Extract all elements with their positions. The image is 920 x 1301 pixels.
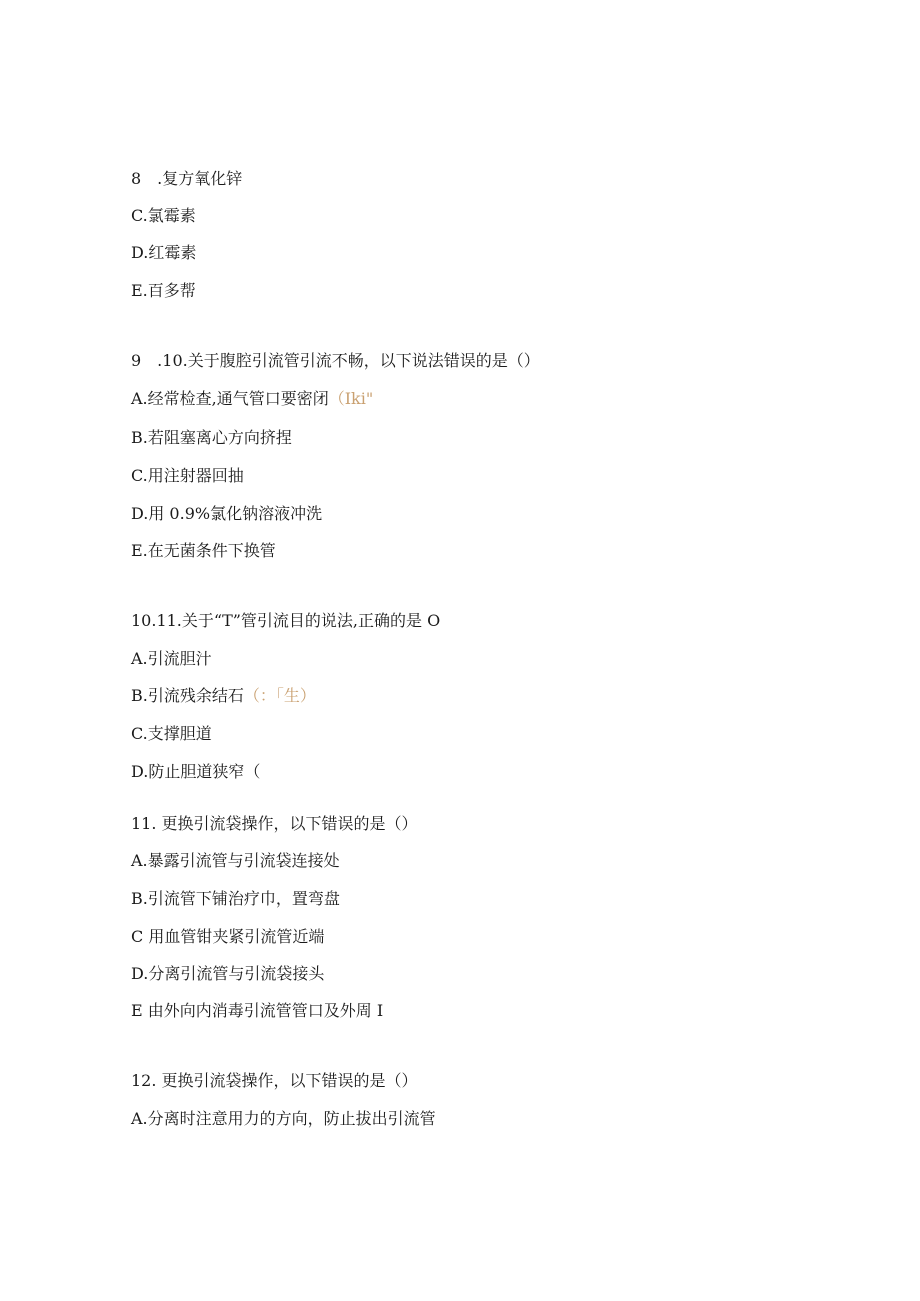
faded-annotation: （Iki" <box>328 389 374 408</box>
question-stem: 12. 更换引流袋操作，以下错误的是（） <box>131 1071 418 1090</box>
option-a <box>131 388 373 410</box>
option-d: D.用 0.9%氯化钠溶液冲洗 <box>131 504 323 523</box>
option-d: D.红霉素 <box>131 243 197 262</box>
option-b: B.引流管下铺治疗巾，置弯盘 <box>131 889 340 908</box>
option-e: E.百多帮 <box>131 281 196 300</box>
option-e: E.在无菌条件下换管 <box>131 541 276 560</box>
faded-annotation: （：「生） <box>243 686 316 705</box>
option-e: E 由外向内消毒引流管管口及外周 I <box>131 1001 384 1020</box>
option-8: 8 .复方氧化锌 <box>131 169 243 188</box>
option-c: C.用注射器回抽 <box>131 466 244 485</box>
option-a: A.引流胆汁 <box>131 649 212 668</box>
option-c: C.支撑胆道 <box>131 724 212 743</box>
option-text: B.引流残余结石 <box>131 686 244 705</box>
option-c: C 用血管钳夹紧引流管近端 <box>131 927 325 946</box>
option-a: A.暴露引流管与引流袋连接处 <box>131 851 340 870</box>
option-b: B.若阻塞离心方向挤捏 <box>131 428 292 447</box>
question-stem: 9 .10.关于腹腔引流管引流不畅，以下说法错误的是（） <box>131 351 540 370</box>
question-stem: 10.11.关于“T”管引流目的说法,正确的是 O <box>131 611 441 630</box>
option-d: D.分离引流管与引流袋接头 <box>131 964 325 983</box>
option-c: C.氯霉素 <box>131 206 196 225</box>
option-a: A.分离时注意用力的方向，防止拔出引流管 <box>131 1109 436 1128</box>
option-d: D.防止胆道狭窄（ <box>131 762 261 781</box>
option-b <box>131 685 316 707</box>
question-stem: 11. 更换引流袋操作，以下错误的是（） <box>131 814 418 833</box>
option-text: A.经常检查,通气管口要密闭 <box>131 389 329 408</box>
